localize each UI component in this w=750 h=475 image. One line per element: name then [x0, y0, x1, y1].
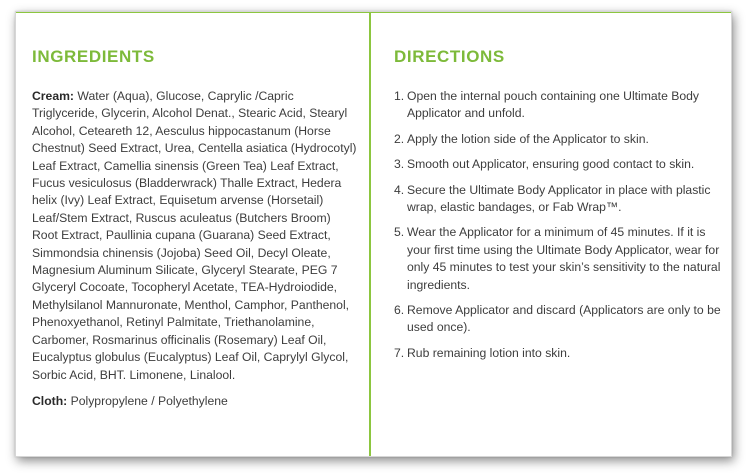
direction-step: [394, 88, 724, 123]
step-text: Remove Applicator and discard (Applicators are only to be used once).: [407, 303, 721, 335]
step-text: Apply the lotion side of the Applicator to skin.: [407, 131, 649, 146]
step-text: Open the internal pouch containing one Ultimate Body Applicator and unfold.: [407, 89, 700, 121]
directions-list: [394, 88, 724, 362]
step-text: Wear the Applicator for a minimum of 45 minutes. If it is your first time using the Ultimate Body Applicator, wear for only 45 minutes to test your skin’s sensitivity to the natural ingredients.: [407, 225, 721, 292]
cloth-label: Cloth:: [32, 393, 68, 408]
cream-ingredients-text: Water (Aqua), Glucose, Caprylic /Capric Triglyceride, Glycerin, Alcohol Denat., Stearic Acid, Stearyl Alcohol, Ceteareth 12, Aesculus hippocastanum (Horse Chestnut) Seed Extract, Urea, Centella asiatica (Hydrocotyl) Leaf Extract, Camellia sinensis (Green Tea) Leaf Extract, Fucus vesiculosus (Bladderwrack) Thalle Extract, Hedera helix (Ivy) Leaf Extract, Equisetum arvense (Horsetail) Leaf/Stem Extract, Ruscus aculeatus (Butchers Broom) Root Extract, Paullinia cupana (Guarana) Seed Extract, Simmondsia chinensis (Jojoba) Seed Oil, Decyl Oleate, Magnesium Aluminum Silicate, Glyceryl Stearate, PEG 7 Glyceryl Cocoate, Tocopheryl Acetate, TEA-Hydroiodide, Methylsilanol Mannuronate, Menthol, Camphor, Panthenol, Phenoxyethanol, Retinyl Palmitate, Triethanolamine, Carbomer, Rosmarinus officinalis (Rosemary) Leaf Oil, Eucalyptus globulus (Eucalyptus) Leaf Oil, Caprylyl Glycol, Sorbic Acid, BHT. Limonene, Linalool.: [32, 89, 357, 382]
ingredients-section: [32, 46, 358, 410]
step-number: 7.: [394, 345, 405, 360]
direction-step: [394, 302, 724, 337]
direction-step: [394, 131, 724, 148]
product-label-card: [15, 11, 732, 457]
step-number: 5.: [394, 225, 405, 240]
step-number: 6.: [394, 303, 405, 318]
top-rule: [16, 12, 731, 13]
step-text: Rub remaining lotion into skin.: [407, 345, 571, 360]
step-number: 2.: [394, 131, 405, 146]
direction-step: [394, 224, 724, 294]
cloth-ingredients-text: Polypropylene / Polyethylene: [70, 393, 228, 408]
direction-step: [394, 156, 724, 173]
direction-step: [394, 345, 724, 362]
direction-step: [394, 182, 724, 217]
directions-heading: DIRECTIONS: [394, 47, 505, 66]
cream-label: Cream:: [32, 89, 74, 103]
cream-ingredients: [32, 88, 358, 384]
step-text: Secure the Ultimate Body Applicator in place with plastic wrap, elastic bandages, or Fab Wrap™.: [407, 182, 711, 215]
ingredients-heading: INGREDIENTS: [32, 47, 155, 66]
column-divider: [369, 12, 371, 456]
directions-section: [394, 46, 724, 370]
step-number: 3.: [394, 157, 405, 172]
step-text: Smooth out Applicator, ensuring good contact to skin.: [407, 157, 695, 172]
cloth-ingredients: [32, 393, 358, 410]
step-number: 1.: [394, 89, 405, 103]
step-number: 4.: [394, 182, 405, 197]
